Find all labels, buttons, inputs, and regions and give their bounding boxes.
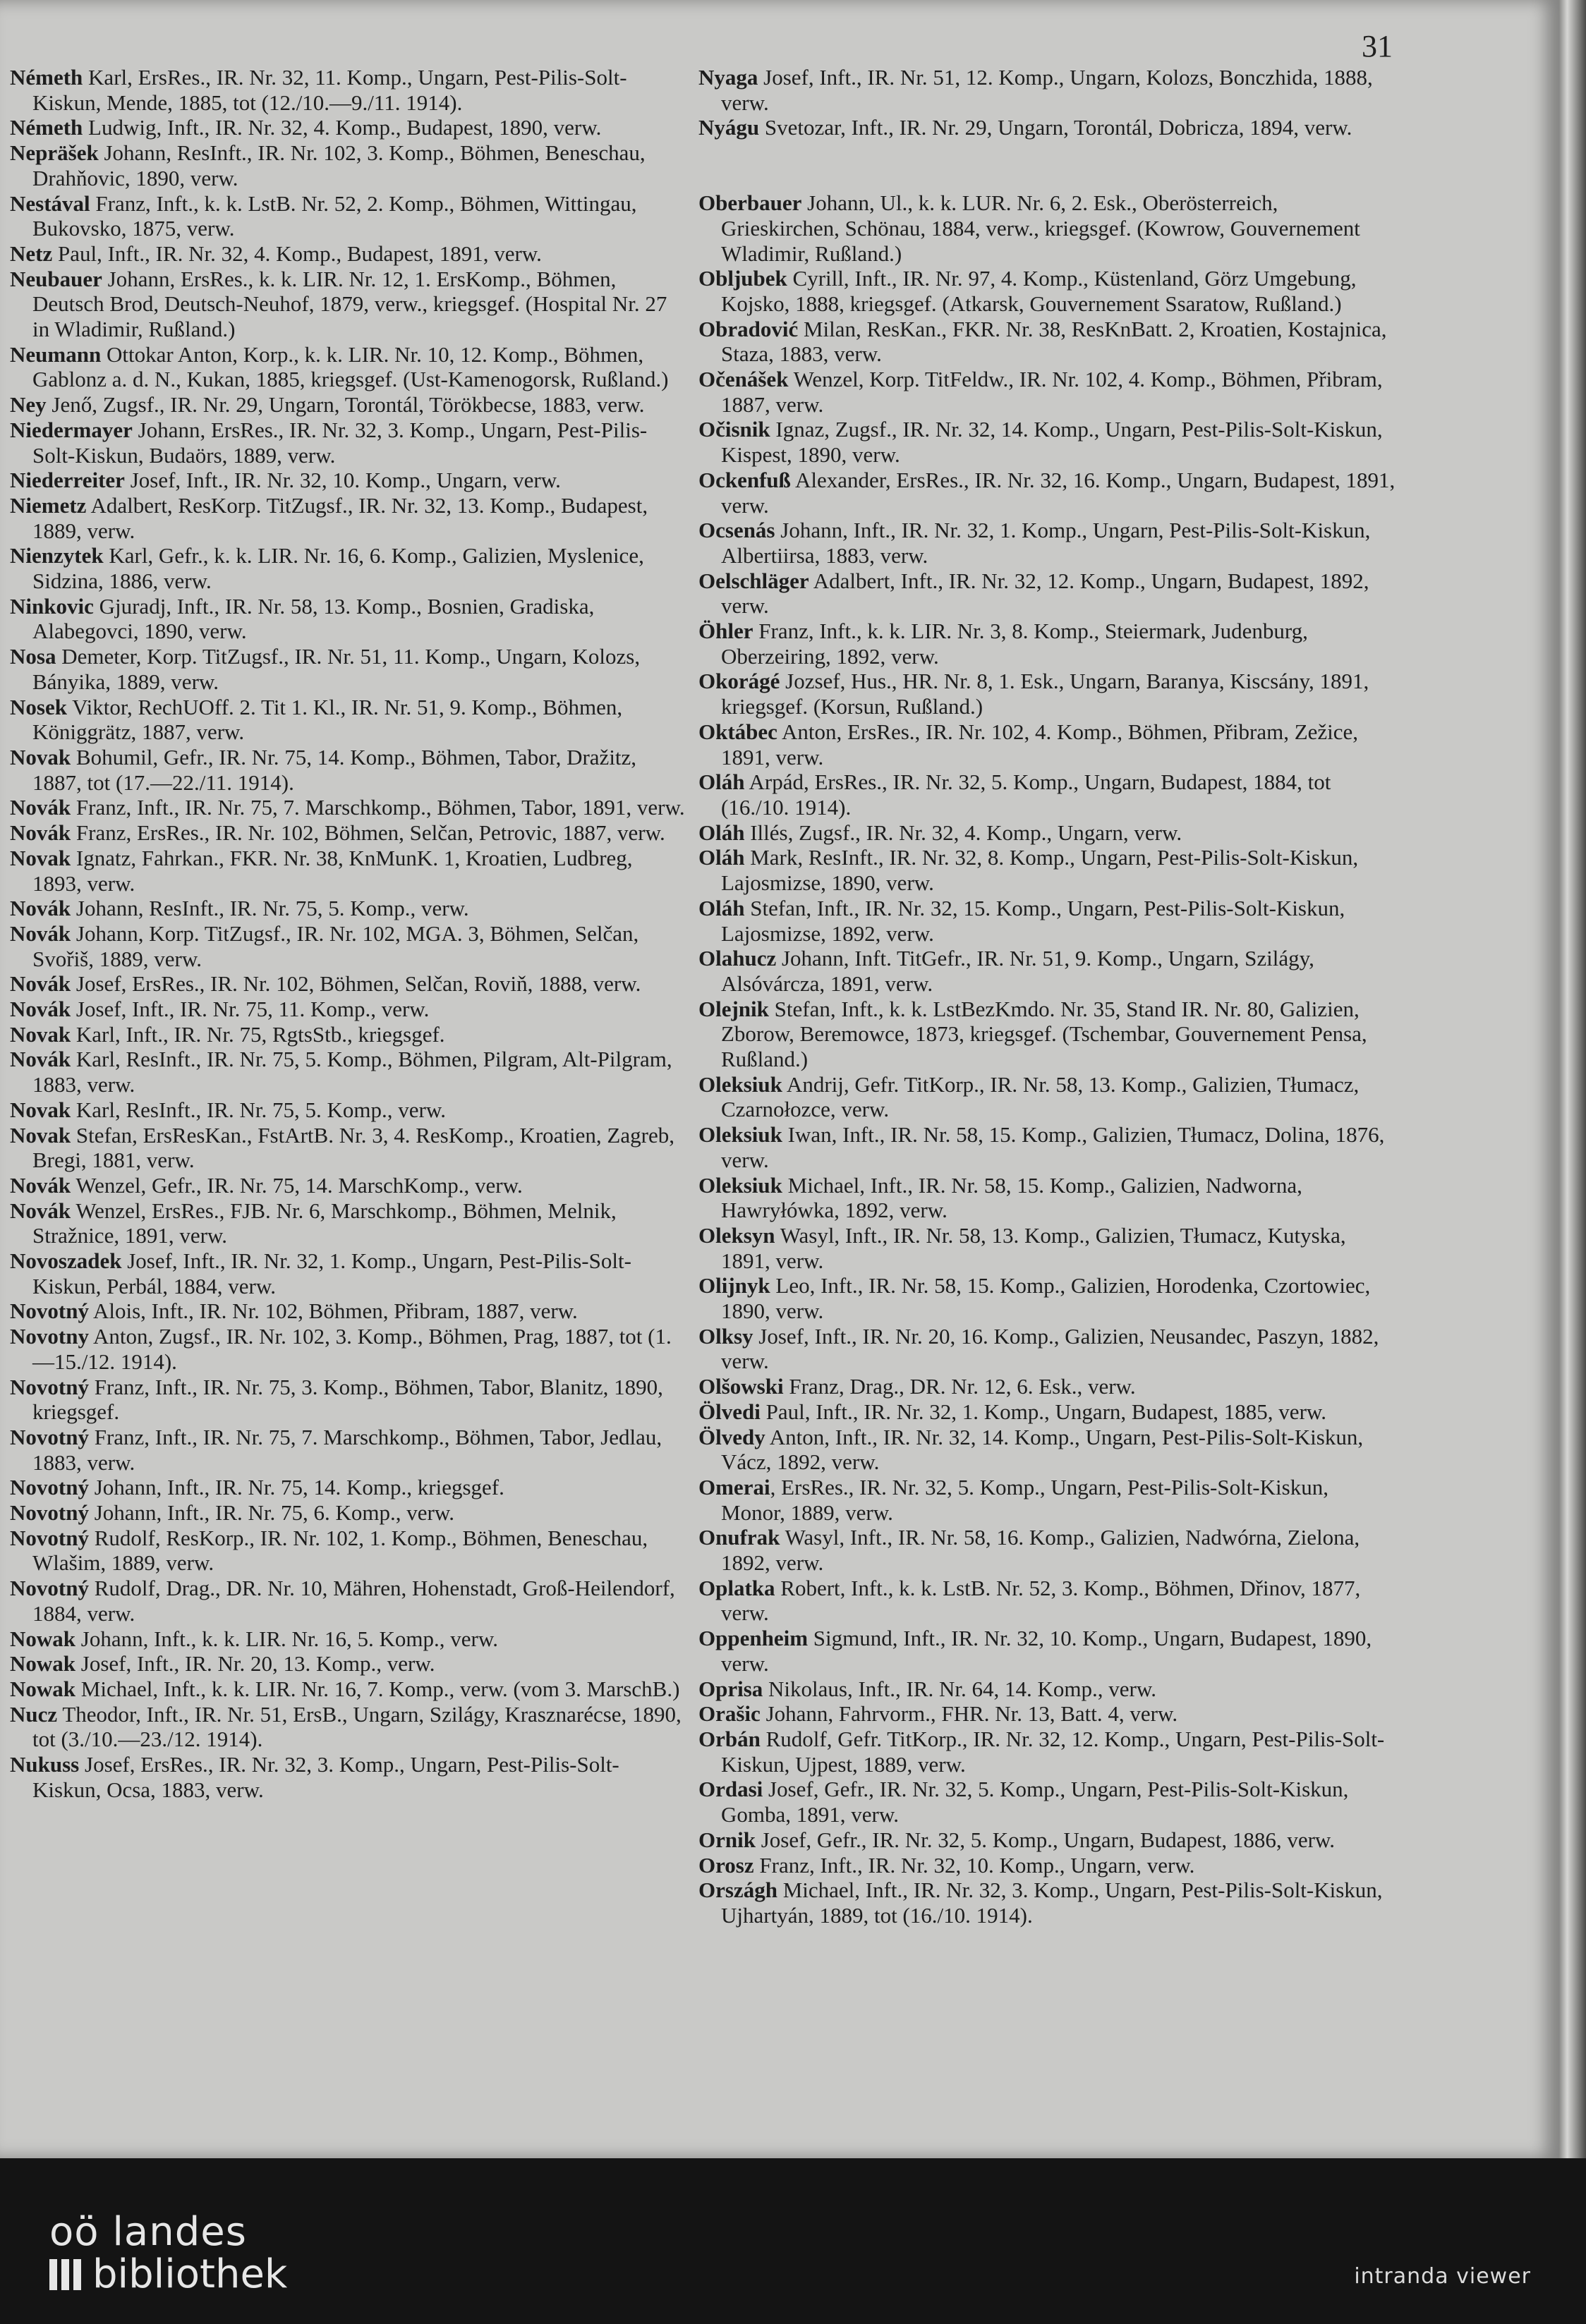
entry-surname: Oktábec: [698, 719, 777, 744]
register-entry: [698, 468, 1397, 518]
register-entry: [10, 1425, 687, 1475]
entry-details: Josef, ErsRes., IR. Nr. 32, 3. Komp., Ungarn, Pest-Pilis-Solt-Kiskun, Ocsa, 1883, verw.: [32, 1752, 619, 1802]
register-entry: [10, 594, 687, 644]
register-entry: [698, 669, 1397, 719]
entry-details: Johann, Inft., k. k. LIR. Nr. 16, 5. Komp., verw.: [75, 1626, 498, 1651]
register-entry: [698, 1677, 1397, 1702]
entry-details: Josef, ErsRes., IR. Nr. 102, Böhmen, Selčan, Roviň, 1888, verw.: [71, 971, 641, 997]
entry-details: Wenzel, ErsRes., FJB. Nr. 6, Marschkomp., Böhmen, Melnik, Stražnice, 1891, verw.: [32, 1198, 617, 1248]
left-column: [10, 65, 687, 1803]
entry-details: Johann, Inft. TitGefr., IR. Nr. 51, 9. Komp., Ungarn, Szilágy, Alsóvárcza, 1891, verw.: [721, 946, 1314, 996]
entry-surname: Nienzytek: [10, 543, 104, 568]
entry-details: Johann, ResInft., IR. Nr. 75, 5. Komp., verw.: [71, 896, 469, 921]
register-entry: [698, 367, 1397, 417]
entry-surname: Nowak: [10, 1677, 76, 1701]
entry-surname: Orbán: [698, 1727, 761, 1751]
entry-details: Wasyl, Inft., IR. Nr. 58, 16. Komp., Galizien, Nadwórna, Zielona, 1892, verw.: [721, 1525, 1360, 1576]
entry-surname: Ockenfuß: [698, 467, 791, 492]
entry-details: Svetozar, Inft., IR. Nr. 29, Ungarn, Torontál, Dobricza, 1894, verw.: [759, 115, 1352, 140]
entry-details: Johann, ErsRes., k. k. LIR. Nr. 12, 1. ErsKomp., Böhmen, Deutsch Brod, Deutsch-Neuhof, 1879, verw., kriegsgef. (Hospital Nr. 27 in Wladimir, Rußland.): [32, 266, 667, 342]
entry-surname: Ölvedi: [698, 1399, 761, 1424]
logo-line1: oö landes: [49, 2209, 247, 2255]
register-entry: [698, 317, 1397, 367]
entry-surname: Oleksiuk: [698, 1172, 782, 1198]
register-entry: [698, 1827, 1397, 1853]
entry-surname: Oláh: [698, 845, 745, 870]
entry-details: Illés, Zugsf., IR. Nr. 32, 4. Komp., Ungarn, verw.: [744, 820, 1182, 845]
entry-surname: Oplatka: [698, 1575, 775, 1600]
entry-surname: Németh: [10, 115, 83, 140]
register-entry: [10, 65, 687, 115]
entry-surname: Orašic: [698, 1701, 761, 1727]
register-entry: [698, 997, 1397, 1072]
entry-surname: Novák: [10, 1172, 71, 1198]
register-entry: [698, 1777, 1397, 1827]
entry-surname: Ninkovic: [10, 593, 94, 619]
page-edge: [1559, 0, 1586, 2158]
entry-surname: Novák: [10, 795, 71, 820]
entry-details: Robert, Inft., k. k. LstB. Nr. 52, 3. Komp., Böhmen, Dřinov, 1877, verw.: [721, 1575, 1361, 1626]
entry-details: Ottokar Anton, Korp., k. k. LIR. Nr. 10, 12. Komp., Böhmen, Gablonz a. d. N., Kukan, 1885, kriegsgef. (Ust-Kamenogorsk, Rußland.): [32, 341, 669, 392]
register-entry: [10, 1576, 687, 1626]
register-entry: [698, 115, 1397, 140]
viewer-label: intranda viewer: [1354, 2264, 1531, 2289]
register-entry: [698, 1399, 1397, 1425]
register-entry: [10, 1526, 687, 1576]
register-entry: [698, 1878, 1397, 1928]
entry-surname: Novák: [10, 997, 71, 1022]
register-entry: [10, 418, 687, 468]
register-entry: [10, 543, 687, 593]
register-entry: [10, 846, 687, 896]
logo-line2: bibliothek: [92, 2251, 288, 2297]
entry-details: Josef, Inft., IR. Nr. 20, 13. Komp., verw.: [75, 1651, 435, 1677]
entry-details: Josef, Inft., IR. Nr. 32, 1. Komp., Ungarn, Pest-Pilis-Solt-Kiskun, Perbál, 1884, verw.: [32, 1248, 631, 1298]
library-logo[interactable]: [49, 2211, 287, 2296]
entry-details: Ignatz, Fahrkan., FKR. Nr. 38, KnMunK. 1, Kroatien, Ludbreg, 1893, verw.: [32, 845, 633, 896]
entry-surname: Neubauer: [10, 266, 102, 291]
register-entry: [10, 695, 687, 745]
entry-details: Bohumil, Gefr., IR. Nr. 75, 14. Komp., Böhmen, Tabor, Dražitz, 1887, tot (17.—22./11. 1914).: [32, 744, 637, 795]
entry-surname: Nosa: [10, 644, 56, 669]
entry-surname: Olahucz: [698, 946, 777, 971]
entry-details: Franz, Inft., IR. Nr. 75, 7. Marschkomp., Böhmen, Tabor, Jedlau, 1883, verw.: [32, 1424, 662, 1475]
entry-details: Johann, Inft., IR. Nr. 75, 6. Komp., verw.: [88, 1500, 454, 1526]
entry-surname: Oleksyn: [698, 1222, 775, 1248]
register-entry: [10, 971, 687, 997]
register-entry: [698, 518, 1397, 568]
register-entry: [10, 896, 687, 921]
register-entry: [698, 946, 1397, 996]
entry-surname: Öhler: [698, 619, 753, 644]
entry-details: Leo, Inft., IR. Nr. 58, 15. Komp., Galizien, Horodenka, Czortowiec, 1890, verw.: [721, 1273, 1371, 1324]
entry-surname: Nowak: [10, 1626, 76, 1651]
register-entry: [10, 241, 687, 267]
entry-details: Rudolf, Gefr. TitKorp., IR. Nr. 32, 12. Komp., Ungarn, Pest-Pilis-Solt-Kiskun, Ujpest, 1889, verw.: [721, 1727, 1385, 1777]
entry-details: Franz, Inft., k. k. LIR. Nr. 3, 8. Komp., Steiermark, Judenburg, Oberzeiring, 1892, verw.: [721, 619, 1308, 669]
register-entry: [698, 1475, 1397, 1525]
entry-details: Michael, Inft., IR. Nr. 32, 3. Komp., Ungarn, Pest-Pilis-Solt-Kiskun, Ujhartyán, 1889, tot (16./10. 1914).: [721, 1878, 1383, 1928]
entry-details: Theodor, Inft., IR. Nr. 51, ErsB., Ungarn, Szilágy, Krasznarécse, 1890, tot (3./10.—23./12. 1914).: [32, 1701, 682, 1752]
entry-details: Josef, Gefr., IR. Nr. 32, 5. Komp., Ungarn, Budapest, 1886, verw.: [755, 1827, 1336, 1852]
entry-surname: Ornik: [698, 1827, 756, 1852]
entry-details: Franz, Inft., IR. Nr. 75, 3. Komp., Böhmen, Tabor, Blanitz, 1890, kriegsgef.: [32, 1374, 663, 1425]
register-entry: [10, 1123, 687, 1173]
entry-details: Adalbert, ResKorp. TitZugsf., IR. Nr. 32, 13. Komp., Budapest, 1889, verw.: [32, 492, 648, 543]
register-entry: [698, 1273, 1397, 1323]
entry-details: Gjuradj, Inft., IR. Nr. 58, 13. Komp., Bosnien, Gradiska, Alabegovci, 1890, verw.: [32, 593, 595, 644]
register-entry: [10, 1298, 687, 1324]
entry-details: Josef, Inft., IR. Nr. 75, 11. Komp., verw.: [71, 997, 430, 1022]
entry-surname: Oelschläger: [698, 568, 809, 593]
entry-details: Stefan, Inft., IR. Nr. 32, 15. Komp., Ungarn, Pest-Pilis-Solt-Kiskun, Lajosmizse, 1892, verw.: [721, 895, 1345, 946]
register-entry: [698, 619, 1397, 669]
entry-details: Franz, ErsRes., IR. Nr. 102, Böhmen, Selčan, Petrovic, 1887, verw.: [71, 820, 665, 846]
entry-details: Rudolf, ResKorp., IR. Nr. 102, 1. Komp., Böhmen, Beneschau, Wlašim, 1889, verw.: [32, 1525, 648, 1576]
register-entry: [10, 1022, 687, 1047]
entry-surname: Obradović: [698, 316, 799, 341]
register-entry: [698, 769, 1397, 820]
entry-surname: Novak: [10, 845, 71, 870]
entry-details: Johann, Ul., k. k. LUR. Nr. 6, 2. Esk., Oberösterreich, Grieskirchen, Schönau, 1884, verw., kriegsgef. (Kowrow, Gouvernement Wladimir, Rußland.): [721, 190, 1360, 266]
right-column-top-entries: [698, 65, 1397, 140]
register-entry: [698, 845, 1397, 895]
register-entry: [698, 820, 1397, 846]
register-entry: [10, 1173, 687, 1198]
register-entry: [698, 1122, 1397, 1172]
entry-surname: Okorágé: [698, 669, 780, 694]
entry-surname: Oberbauer: [698, 190, 802, 216]
entry-surname: Novoszadek: [10, 1248, 122, 1274]
viewer-footer: [0, 2158, 1586, 2324]
entry-details: Michael, Inft., IR. Nr. 58, 15. Komp., Galizien, Nadworna, Hawryłówka, 1892, verw.: [721, 1172, 1302, 1223]
entry-details: Paul, Inft., IR. Nr. 32, 1. Komp., Ungarn, Budapest, 1885, verw.: [760, 1399, 1327, 1424]
right-column: [698, 65, 1397, 1928]
entry-surname: Novak: [10, 744, 71, 769]
register-entry: [698, 1727, 1397, 1777]
register-entry: [10, 997, 687, 1022]
register-entry: [698, 1072, 1397, 1122]
entry-surname: Ocsenás: [698, 518, 775, 543]
entry-surname: Novak: [10, 1122, 71, 1148]
entry-details: Jozsef, Hus., HR. Nr. 8, 1. Esk., Ungarn, Baranya, Kiscsány, 1891, kriegsgef. (Korsun, Rußland.): [721, 669, 1369, 719]
entry-details: Ludwig, Inft., IR. Nr. 32, 4. Komp., Budapest, 1890, verw.: [83, 115, 602, 140]
register-entry: [698, 65, 1397, 115]
entry-surname: Novak: [10, 1021, 71, 1047]
logo-bars-icon: [49, 2259, 81, 2290]
logo-line2-row: [49, 2253, 287, 2296]
entry-details: Johann, Inft., IR. Nr. 32, 1. Komp., Ungarn, Pest-Pilis-Solt-Kiskun, Albertiirsa, 1883, verw.: [721, 518, 1371, 568]
register-entry: [698, 190, 1397, 266]
register-entry: [10, 1626, 687, 1652]
entry-surname: Novotný: [10, 1525, 89, 1550]
entry-surname: Očenášek: [698, 367, 789, 392]
entry-surname: Novotny: [10, 1324, 89, 1349]
register-entry: [10, 267, 687, 342]
register-entry: [698, 719, 1397, 769]
entry-surname: Nestával: [10, 190, 90, 216]
entry-details: Adalbert, Inft., IR. Nr. 32, 12. Komp., Ungarn, Budapest, 1892, verw.: [721, 568, 1369, 619]
register-entry: [698, 1853, 1397, 1878]
entry-details: Franz, Inft., IR. Nr. 32, 10. Komp., Ungarn, verw.: [753, 1852, 1195, 1878]
entry-details: Wenzel, Korp. TitFeldw., IR. Nr. 102, 4. Komp., Böhmen, Přibram, 1887, verw.: [721, 367, 1383, 417]
entry-surname: Očisnik: [698, 417, 770, 442]
entry-surname: Oláh: [698, 895, 745, 920]
register-entry: [698, 417, 1397, 467]
entry-details: Karl, ErsRes., IR. Nr. 32, 11. Komp., Ungarn, Pest-Pilis-Solt-Kiskun, Mende, 1885, tot (12./10.—9./11. 1914).: [32, 65, 627, 115]
register-entry: [10, 1702, 687, 1752]
register-entry: [698, 1701, 1397, 1727]
entry-surname: Novotný: [10, 1298, 89, 1324]
entry-details: Franz, Inft., k. k. LstB. Nr. 52, 2. Komp., Böhmen, Wittingau, Bukovsko, 1875, verw.: [32, 190, 637, 241]
entry-surname: Novák: [10, 1198, 71, 1223]
entry-details: Johann, Korp. TitZugsf., IR. Nr. 102, MGA. 3, Böhmen, Selčan, Svořiš, 1889, verw.: [32, 920, 639, 971]
entry-surname: Olksy: [698, 1323, 753, 1349]
register-entry: [698, 1525, 1397, 1575]
entry-surname: Németh: [10, 65, 83, 90]
entry-details: Josef, Inft., IR. Nr. 20, 16. Komp., Galizien, Neusandec, Paszyn, 1882, verw.: [721, 1323, 1379, 1374]
register-entry: [10, 1324, 687, 1374]
entry-surname: Nepräšek: [10, 140, 99, 166]
register-entry: [10, 392, 687, 418]
entry-surname: Ölvedy: [698, 1424, 765, 1449]
register-entry: [10, 1047, 687, 1097]
entry-details: Johann, Inft., IR. Nr. 75, 14. Komp., kriegsgef.: [88, 1475, 504, 1500]
register-entry: [698, 568, 1397, 619]
register-entry: [698, 1425, 1397, 1475]
register-entry: [10, 342, 687, 392]
entry-surname: Novák: [10, 820, 71, 846]
register-entry: [698, 1576, 1397, 1626]
entry-surname: Onufrak: [698, 1525, 780, 1550]
entry-surname: Novotný: [10, 1475, 89, 1500]
entry-surname: Niedermayer: [10, 417, 133, 442]
register-entry: [698, 896, 1397, 946]
register-entry: [10, 1752, 687, 1802]
entry-surname: Novák: [10, 896, 71, 921]
entry-surname: Országh: [698, 1878, 777, 1903]
entry-details: Johann, ErsRes., IR. Nr. 32, 3. Komp., Ungarn, Pest-Pilis-Solt-Kiskun, Budaörs, 1889, verw.: [32, 417, 648, 468]
entry-details: Franz, Drag., DR. Nr. 12, 6. Esk., verw.: [783, 1374, 1136, 1399]
entry-surname: Orosz: [698, 1852, 754, 1878]
register-entry: [10, 1677, 687, 1702]
entry-surname: Oprisa: [698, 1676, 763, 1701]
entry-details: Anton, Zugsf., IR. Nr. 102, 3. Komp., Böhmen, Prag, 1887, tot (1.—15./12. 1914).: [32, 1324, 672, 1374]
entry-details: Franz, Inft., IR. Nr. 75, 7. Marschkomp., Böhmen, Tabor, 1891, verw.: [71, 795, 685, 820]
entry-details: Karl, Gefr., k. k. LIR. Nr. 16, 6. Komp., Galizien, Myslenice, Sidzina, 1886, verw.: [32, 543, 644, 594]
register-entry: [698, 1626, 1397, 1676]
entry-surname: Nyágu: [698, 115, 760, 140]
entry-details: Josef, Inft., IR. Nr. 32, 10. Komp., Ungarn, verw.: [124, 468, 561, 493]
entry-details: Alexander, ErsRes., IR. Nr. 32, 16. Komp., Ungarn, Budapest, 1891, verw.: [721, 467, 1396, 518]
entry-surname: Nukuss: [10, 1752, 80, 1777]
entry-surname: Oleksiuk: [698, 1071, 782, 1097]
entry-surname: Nowak: [10, 1651, 76, 1677]
entry-details: Wenzel, Gefr., IR. Nr. 75, 14. MarschKomp., verw.: [71, 1172, 523, 1198]
entry-details: Karl, ResInft., IR. Nr. 75, 5. Komp., Böhmen, Pilgram, Alt-Pilgram, 1883, verw.: [32, 1047, 672, 1097]
register-entry: [10, 1500, 687, 1526]
entry-details: Stefan, ErsResKan., FstArtB. Nr. 3, 4. ResKomp., Kroatien, Zagreb, Bregi, 1881, verw.: [32, 1122, 674, 1173]
register-entry: [10, 1475, 687, 1500]
register-entry: [10, 1248, 687, 1298]
entry-surname: Ney: [10, 392, 47, 418]
entry-surname: Niederreiter: [10, 468, 125, 493]
register-entry: [10, 1097, 687, 1123]
entry-details: Anton, ErsRes., IR. Nr. 102, 4. Komp., Böhmen, Přibram, Zežice, 1891, verw.: [721, 719, 1359, 769]
register-entry: [10, 191, 687, 241]
register-entry: [10, 820, 687, 846]
entry-details: Paul, Inft., IR. Nr. 32, 4. Komp., Budapest, 1891, verw.: [52, 241, 542, 266]
register-entry: [698, 1173, 1397, 1223]
entry-surname: Olejnik: [698, 996, 769, 1021]
entry-details: Cyrill, Inft., IR. Nr. 97, 4. Komp., Küstenland, Görz Umgebung, Kojsko, 1888, kriegsgef. (Atkarsk, Gouvernement Ssaratow, Rußland.): [721, 266, 1357, 316]
entry-details: Demeter, Korp. TitZugsf., IR. Nr. 51, 11. Komp., Ungarn, Kolozs, Bányika, 1889, verw.: [32, 644, 641, 694]
entry-surname: Oleksiuk: [698, 1122, 782, 1148]
entry-details: Andrij, Gefr. TitKorp., IR. Nr. 58, 13. Komp., Galizien, Tłumacz, Czarnołozce, verw.: [721, 1071, 1360, 1122]
register-entry: [10, 1198, 687, 1248]
page-number: 31: [1362, 29, 1393, 63]
entry-details: Josef, Gefr., IR. Nr. 32, 5. Komp., Ungarn, Pest-Pilis-Solt-Kiskun, Gomba, 1891, verw.: [721, 1777, 1349, 1827]
entry-surname: Oláh: [698, 820, 745, 845]
register-entry: [10, 1375, 687, 1425]
entry-details: Karl, Inft., IR. Nr. 75, RgtsStb., kriegsgef.: [71, 1021, 445, 1047]
entry-details: Johann, Fahrvorm., FHR. Nr. 13, Batt. 4, verw.: [760, 1701, 1178, 1727]
register-entry: [10, 1651, 687, 1677]
entry-details: Ignaz, Zugsf., IR. Nr. 32, 14. Komp., Ungarn, Pest-Pilis-Solt-Kiskun, Kispest, 1890, verw.: [721, 417, 1383, 468]
entry-details: Karl, ResInft., IR. Nr. 75, 5. Komp., verw.: [71, 1097, 446, 1122]
register-entry: [10, 795, 687, 820]
entry-details: Sigmund, Inft., IR. Nr. 32, 10. Komp., Ungarn, Budapest, 1890, verw.: [721, 1626, 1372, 1676]
register-entry: [10, 644, 687, 694]
entry-details: Mark, ResInft., IR. Nr. 32, 8. Komp., Ungarn, Pest-Pilis-Solt-Kiskun, Lajosmizse, 1890, verw.: [721, 845, 1359, 896]
entry-details: , ErsRes., IR. Nr. 32, 5. Komp., Ungarn, Pest-Pilis-Solt-Kiskun, Monor, 1889, verw.: [721, 1474, 1328, 1525]
entry-surname: Novotný: [10, 1576, 89, 1601]
entry-surname: Nyaga: [698, 65, 758, 90]
entry-surname: Nucz: [10, 1701, 58, 1727]
register-entry: [10, 493, 687, 543]
entry-details: Stefan, Inft., k. k. LstBezKmdo. Nr. 35, Stand IR. Nr. 80, Galizien, Zborow, Beremowce, 1873, kriegsgef. (Tschembar, Gouvernement Pensa, Rußland.): [721, 996, 1367, 1072]
entry-details: Iwan, Inft., IR. Nr. 58, 15. Komp., Galizien, Tłumacz, Dolina, 1876, verw.: [721, 1122, 1385, 1172]
entry-details: Jenő, Zugsf., IR. Nr. 29, Ungarn, Torontál, Törökbecse, 1883, verw.: [46, 392, 645, 418]
entry-surname: Nosek: [10, 694, 67, 719]
entry-surname: Niemetz: [10, 492, 87, 518]
entry-surname: Olijnyk: [698, 1273, 770, 1298]
register-entry: [698, 266, 1397, 316]
entry-surname: Novák: [10, 1047, 71, 1072]
register-entry: [698, 1374, 1397, 1399]
entry-details: Wasyl, Inft., IR. Nr. 58, 13. Komp., Galizien, Tłumacz, Kutyska, 1891, verw.: [721, 1222, 1346, 1273]
entry-surname: Novotný: [10, 1374, 89, 1399]
register-entry: [10, 468, 687, 493]
entry-surname: Oppenheim: [698, 1626, 809, 1651]
entry-surname: Netz: [10, 241, 53, 266]
register-entry: [10, 115, 687, 140]
entry-details: Michael, Inft., k. k. LIR. Nr. 16, 7. Komp., verw. (vom 3. MarschB.): [75, 1677, 680, 1701]
entry-surname: Novotný: [10, 1424, 89, 1449]
entry-surname: Olšowski: [698, 1374, 784, 1399]
entry-surname: Novotný: [10, 1500, 89, 1526]
right-column-entries: [698, 190, 1397, 1928]
entry-details: Nikolaus, Inft., IR. Nr. 64, 14. Komp., verw.: [763, 1676, 1156, 1701]
entry-surname: Novák: [10, 920, 71, 946]
entry-surname: Neumann: [10, 341, 102, 367]
column-gap: [698, 140, 1397, 190]
entry-details: Rudolf, Drag., DR. Nr. 10, Mähren, Hohenstadt, Groß-Heilendorf, 1884, verw.: [32, 1576, 675, 1626]
entry-surname: Ordasi: [698, 1777, 763, 1802]
entry-surname: Oláh: [698, 769, 745, 795]
entry-surname: Omerai: [698, 1474, 770, 1499]
entry-details: Josef, Inft., IR. Nr. 51, 12. Komp., Ungarn, Kolozs, Bonczhida, 1888, verw.: [721, 65, 1373, 115]
entry-details: Anton, Inft., IR. Nr. 32, 14. Komp., Ungarn, Pest-Pilis-Solt-Kiskun, Vácz, 1892, verw.: [721, 1424, 1364, 1475]
entry-surname: Novák: [10, 971, 71, 997]
register-entry: [698, 1324, 1397, 1374]
entry-surname: Novak: [10, 1097, 71, 1122]
entry-details: Viktor, RechUOff. 2. Tit 1. Kl., IR. Nr. 51, 9. Komp., Böhmen, Königgrätz, 1887, verw.: [32, 694, 623, 745]
entry-details: Johann, ResInft., IR. Nr. 102, 3. Komp., Böhmen, Beneschau, Drahňovic, 1890, verw.: [32, 140, 646, 190]
entry-surname: Obljubek: [698, 266, 787, 291]
register-entry: [698, 1223, 1397, 1273]
register-entry: [10, 745, 687, 795]
entry-details: Alois, Inft., IR. Nr. 102, Böhmen, Přibram, 1887, verw.: [88, 1298, 578, 1324]
entry-details: Arpád, ErsRes., IR. Nr. 32, 5. Komp., Ungarn, Budapest, 1884, tot (16./10. 1914).: [721, 769, 1331, 820]
entry-details: Milan, ResKan., FKR. Nr. 38, ResKnBatt. 2, Kroatien, Kostajnica, Staza, 1883, verw.: [721, 316, 1387, 367]
register-entry: [10, 921, 687, 971]
register-entry: [10, 140, 687, 190]
